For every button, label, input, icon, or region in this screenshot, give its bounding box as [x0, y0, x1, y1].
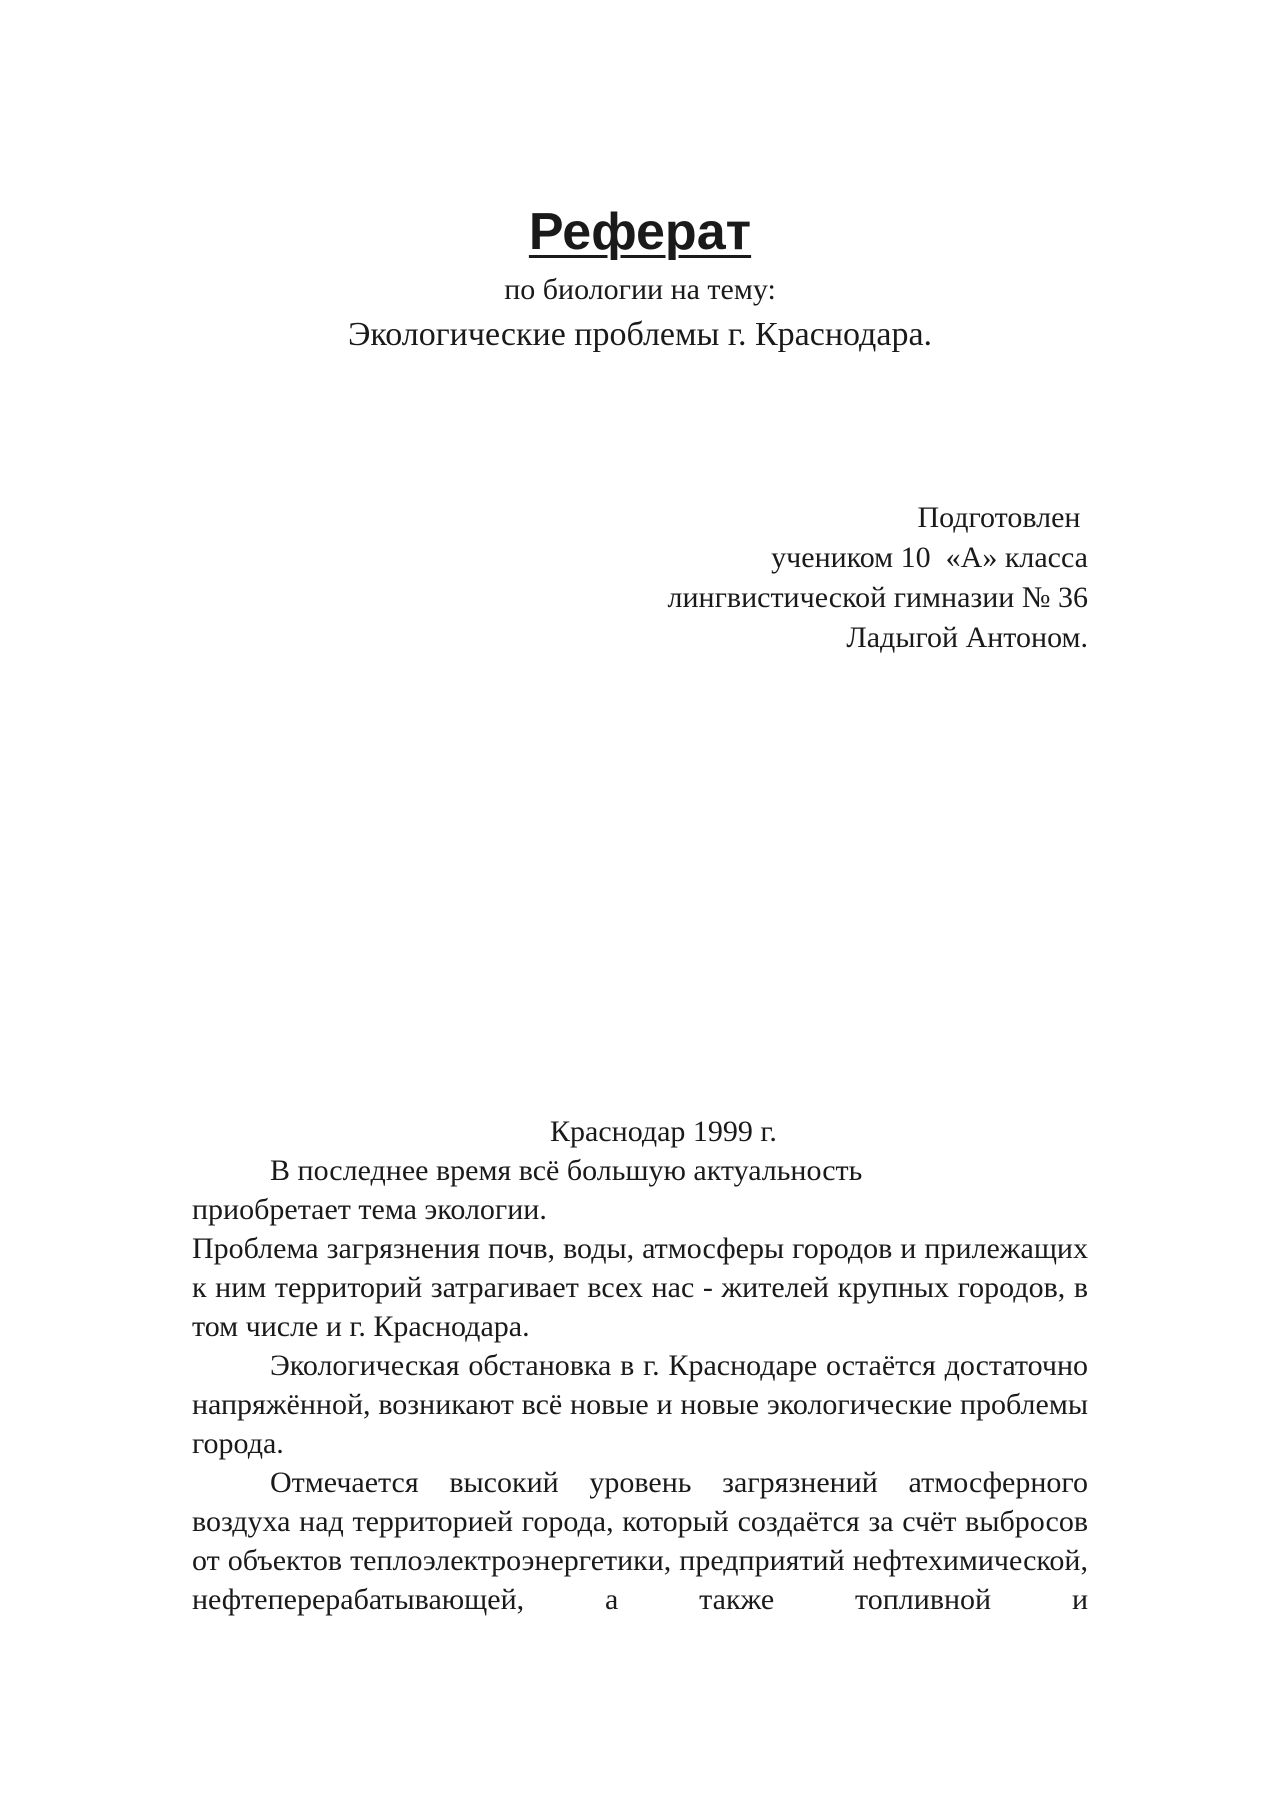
author-block [668, 498, 1088, 658]
paragraph-air: Отмечается высокий уровень загрязнений атмосферного воздуха над территорией города, который создаётся за счёт выбросов от объектов теплоэлектроэнергетики, предприятий нефтехимической, нефтеперерабатывающей, а также топливной и [192, 1466, 1088, 1616]
document-topic: Экологические проблемы г. Краснодара. [347, 316, 933, 353]
body-text [192, 1151, 1088, 1619]
paragraph-intro: В последнее время всё большую актуальность приобретает тема экологии. [192, 1154, 863, 1226]
document-title: Реферат [528, 203, 752, 261]
author-line-class: учеником 10 «А» класса [771, 541, 1088, 574]
author-line-prepared: Подготовлен [917, 501, 1088, 534]
city-year: Краснодар 1999 г. [550, 1115, 777, 1148]
paragraph-situation: Экологическая обстановка в г. Краснодаре остаётся достаточно напряжённой, возникают всё новые и новые экологические проблемы города. [192, 1349, 1088, 1460]
author-line-school: лингвистической гимназии № 36 [667, 581, 1088, 614]
paragraph-pollution: Проблема загрязнения почв, воды, атмосферы городов и прилежащих к ним территорий затрагивает всех нас - жителей крупных городов, в том числе и г. Краснодара. [192, 1232, 1088, 1343]
document-subtitle: по биологии на тему: [504, 273, 776, 306]
author-line-name: Ладыгой Антоном. [846, 621, 1088, 654]
